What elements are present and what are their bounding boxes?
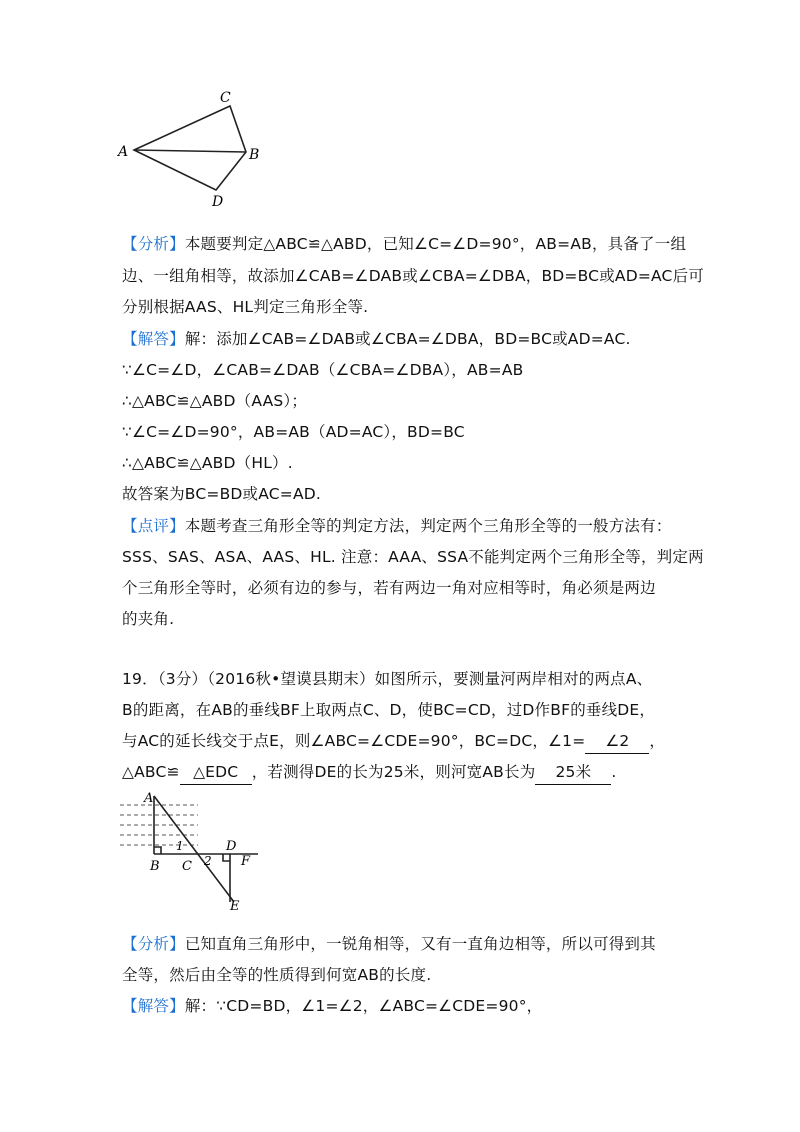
q19-analysis-tag: 【分析】 — [122, 935, 185, 953]
question-19-line-3 — [122, 729, 702, 754]
comment-line-2: SSS、SAS、ASA、AAS、HL. 注意：AAA、SSA不能判定两个三角形全等，判定两 — [122, 548, 704, 566]
question-19-line-1: 19．（3分）（2016秋•望谟县期末）如图所示，要测量河两岸相对的两点A、 — [122, 670, 653, 688]
solution-line-5: ∴△ABC≌△ABD（HL）. — [122, 454, 293, 472]
answer-blank-2: △EDC — [180, 760, 252, 785]
q19-solution-tag: 【解答】 — [122, 997, 185, 1015]
solution-tag: 【解答】 — [122, 330, 185, 348]
label-d: D — [212, 194, 224, 210]
label-a: A — [144, 791, 154, 806]
q19-solution-text: 解：∵CD=BD，∠1=∠2，∠ABC=∠CDE=90°， — [184, 997, 543, 1015]
question-19-line-2: B的距离，在AB的垂线BF上取两点C、D，使BC=CD，过D作BF的垂线DE， — [122, 701, 656, 719]
comment-text: 本题考查三角形全等的判定方法，判定两个三角形全等的一般方法有： — [184, 517, 672, 535]
q19-solution-line-1 — [122, 994, 702, 1018]
analysis-line-3: 分别根据AAS、HL判定三角形全等. — [122, 298, 369, 316]
comment-tag: 【点评】 — [122, 517, 185, 535]
solution-text: 解：添加∠CAB=∠DAB或∠CBA=∠DBA，BD=BC或AD=AC. — [184, 330, 631, 348]
solution-line-2: ∵∠C=∠D，∠CAB=∠DAB（∠CBA=∠DBA），AB=AB — [122, 361, 524, 379]
label-e: E — [230, 899, 240, 912]
label-b: B — [150, 859, 160, 874]
solution-line-6: 故答案为BC=BD或AC=AD. — [122, 485, 322, 503]
q19-analysis-text: 已知直角三角形中，一锐角相等，又有一直角边相等，所以可得到其 — [184, 935, 656, 953]
solution-line-3: ∴△ABC≌△ABD（AAS）； — [122, 392, 308, 410]
answer-blank-3: 25米 — [535, 760, 611, 785]
question-19-line-3-end: ， — [649, 732, 666, 750]
comment-line-1 — [122, 514, 702, 538]
label-a: A — [118, 144, 129, 160]
question-19-line-4-text: △ABC≌ — [122, 763, 180, 781]
label-b: B — [249, 147, 260, 163]
question-19-line-4-mid: ，若测得DE的长为25米，则河宽AB长为 — [251, 763, 536, 781]
answer-blank-1: ∠2 — [585, 729, 649, 754]
question-19-line-3-text: 与AC的延长线交于点E，则∠ABC=∠CDE=90°，BC=DC，∠1= — [122, 732, 586, 750]
label-d: D — [226, 839, 237, 854]
label-c: C — [182, 859, 192, 874]
figure-river-width — [118, 790, 268, 912]
q19-analysis-line-1 — [122, 932, 702, 956]
figure-triangles-abc-abd — [112, 88, 272, 212]
analysis-line-1 — [122, 232, 702, 256]
comment-line-4: 的夹角. — [122, 610, 175, 628]
question-19-line-4-end: . — [611, 763, 617, 781]
q19-analysis-line-2: 全等，然后由全等的性质得到何宽AB的长度. — [122, 966, 432, 984]
solution-line-4: ∵∠C=∠D=90°，AB=AB（AD=AC），BD=BC — [122, 423, 465, 441]
analysis-line-2: 边、一组角相等，故添加∠CAB=∠DAB或∠CBA=∠DBA，BD=BC或AD=AC后可 — [122, 267, 704, 285]
solution-line-1 — [122, 327, 702, 351]
label-angle-1: 1 — [176, 839, 184, 853]
question-19-line-4 — [122, 760, 702, 785]
comment-line-3: 个三角形全等时，必须有边的参与，若有两边一角对应相等时，角必须是两边 — [122, 579, 656, 597]
analysis-tag: 【分析】 — [122, 235, 185, 253]
analysis-text: 本题要判定△ABC≌△ABD，已知∠C=∠D=90°，AB=AB，具备了一组 — [184, 235, 687, 253]
label-f: F — [241, 854, 251, 869]
label-angle-2: 2 — [204, 854, 212, 868]
label-c: C — [220, 90, 231, 106]
